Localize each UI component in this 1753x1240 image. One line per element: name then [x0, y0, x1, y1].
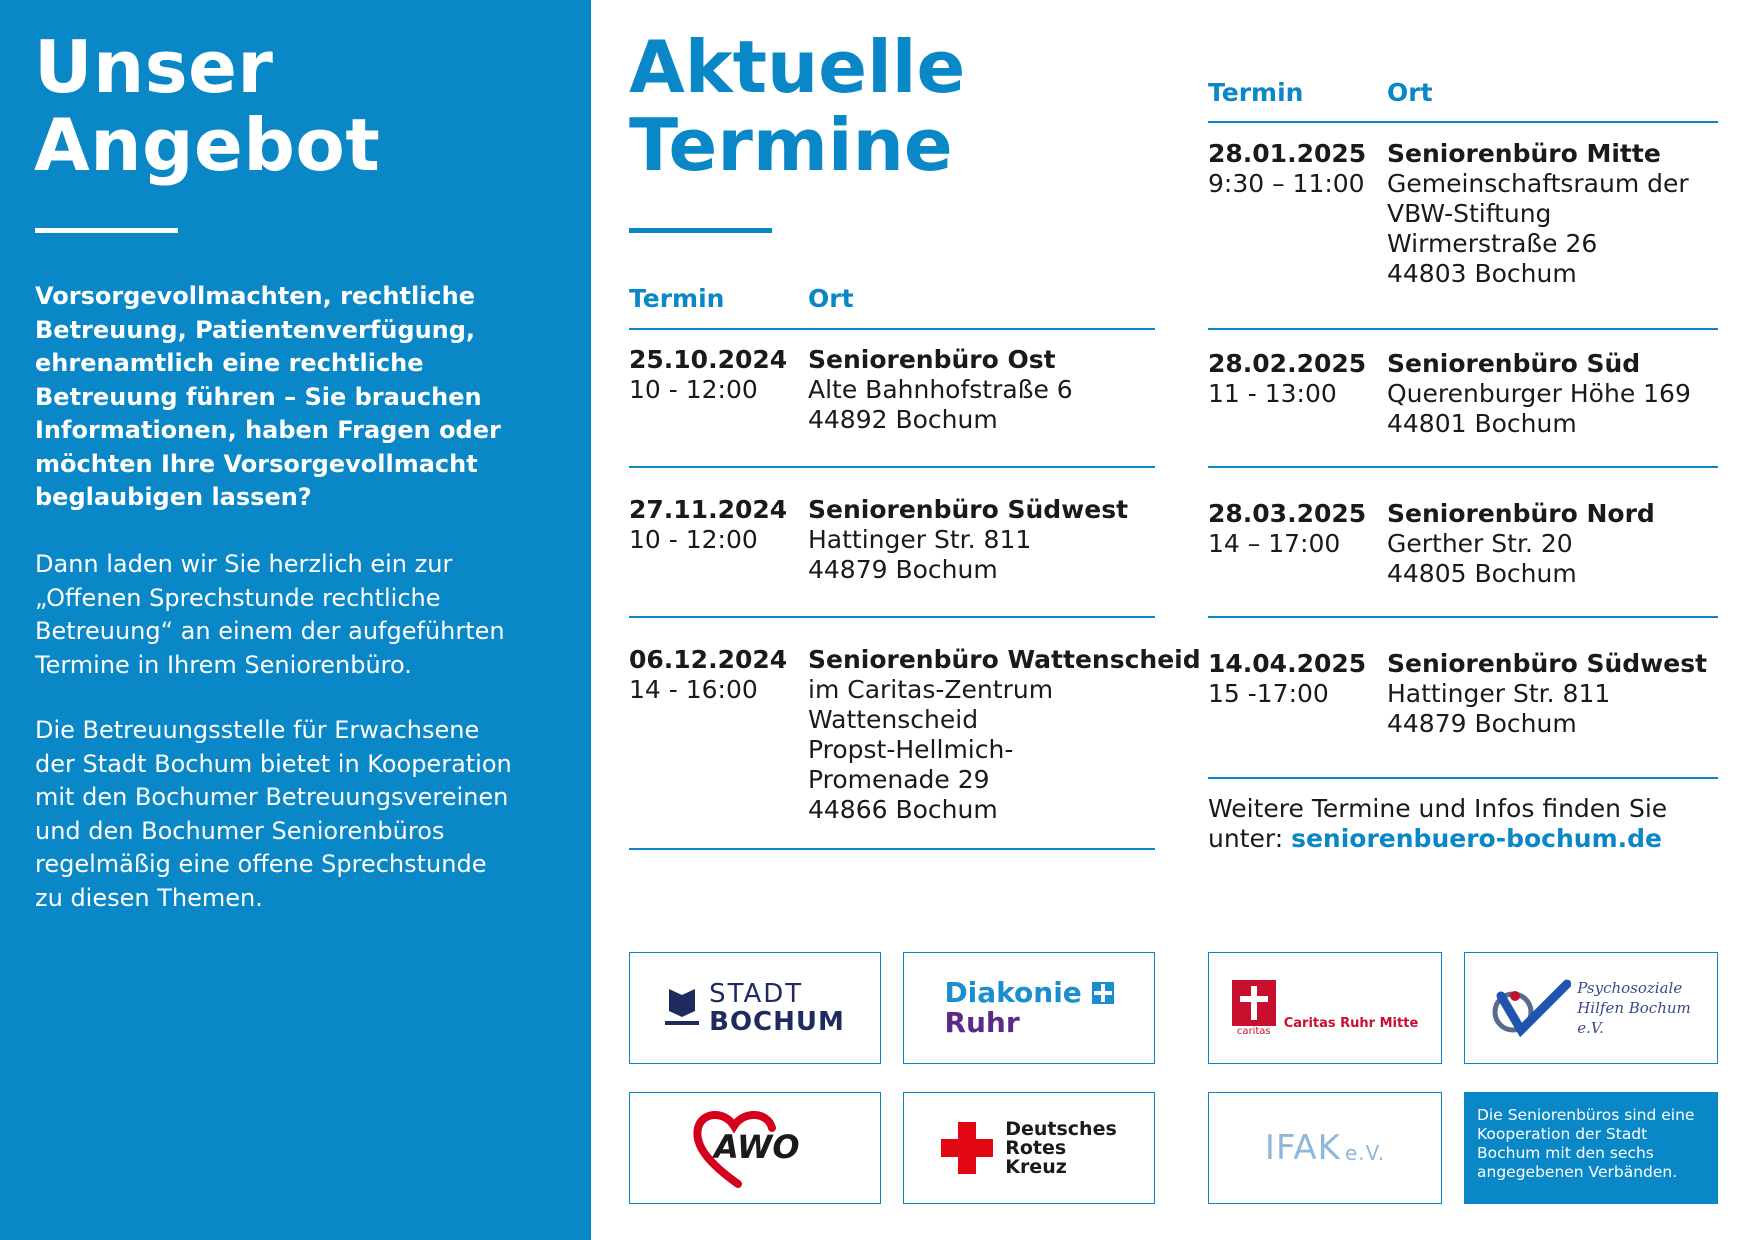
- event-address-line: Gemeinschaftsraum der: [1387, 169, 1689, 198]
- stadt-line2: BOCHUM: [709, 1007, 845, 1037]
- event-row: [629, 645, 787, 705]
- caritas-flame-cross-icon: [1232, 980, 1276, 1026]
- event-time: 10 - 12:00: [629, 525, 758, 554]
- event-place: Seniorenbüro Ost: [808, 345, 1056, 374]
- event-location: [1387, 499, 1655, 589]
- logo-stadt-bochum: [629, 952, 881, 1064]
- event-address-line: 44805 Bochum: [1387, 559, 1577, 588]
- col2-header-ort: Ort: [1387, 78, 1433, 107]
- event-location: [808, 495, 1128, 585]
- col1-header-termin: Termin: [629, 284, 725, 313]
- event-address-line: Hattinger Str. 811: [1387, 679, 1611, 708]
- page-title-line2: Termine: [629, 103, 953, 187]
- event-date: 14.04.2025: [1208, 649, 1367, 678]
- psychosoziale-check-icon: [1491, 978, 1571, 1038]
- event-address-line: Propst-Hellmich-: [808, 735, 1014, 764]
- diakonie-cross-icon: [1092, 982, 1114, 1004]
- event-address-line: 44803 Bochum: [1387, 259, 1577, 288]
- left-title: [34, 25, 381, 187]
- awo-text: AWO: [714, 1128, 800, 1166]
- event-place: Seniorenbüro Südwest: [808, 495, 1129, 524]
- col2-header-termin: Termin: [1208, 78, 1304, 107]
- psychosoziale-text: [1577, 978, 1691, 1038]
- event-time: 11 - 13:00: [1208, 379, 1337, 408]
- drk-line1: Deutsches: [1005, 1117, 1117, 1140]
- row-divider: [1208, 328, 1718, 330]
- event-row: [1208, 499, 1366, 559]
- event-place: Seniorenbüro Mitte: [1387, 139, 1661, 168]
- event-place: Seniorenbüro Wattenscheid: [808, 645, 1201, 674]
- caritas-mark: [1232, 980, 1276, 1037]
- col1-header-rule: [629, 328, 1155, 330]
- event-address-line: Alte Bahnhofstraße 6: [808, 375, 1073, 404]
- event-address-line: im Caritas-Zentrum: [808, 675, 1054, 704]
- event-date: 25.10.2024: [629, 345, 788, 374]
- event-place: Seniorenbüro Süd: [1387, 349, 1641, 378]
- title-divider: [629, 228, 772, 233]
- awo-mark: [690, 1108, 820, 1188]
- drk-line3: Kreuz: [1005, 1155, 1067, 1178]
- event-time: 15 -17:00: [1208, 679, 1329, 708]
- event-address-line: 44879 Bochum: [1387, 709, 1577, 738]
- event-row: [629, 345, 787, 405]
- page-title: [629, 25, 966, 187]
- event-date: 28.03.2025: [1208, 499, 1367, 528]
- intro-paragraph-3: Die Betreuungsstelle für Erwachsene der Stadt Bochum bietet in Kooperation mit den Bochumer Betreuungsvereinen und den Bochumer Seniorenbüros regelmäßig eine offene Sprechstunde zu diesen Themen.: [35, 716, 512, 912]
- diakonie-line2: Ruhr: [944, 1006, 1020, 1039]
- event-row: [1208, 139, 1366, 199]
- row-divider: [1208, 777, 1718, 779]
- event-time: 14 - 16:00: [629, 675, 758, 704]
- red-cross-icon: [941, 1122, 993, 1174]
- stadt-line1: STADT: [709, 979, 804, 1009]
- left-title-line2: Angebot: [34, 103, 381, 187]
- event-address-line: 44879 Bochum: [808, 555, 998, 584]
- left-divider: [35, 228, 178, 233]
- event-row: [1208, 649, 1366, 709]
- event-location: [1387, 139, 1689, 289]
- stadt-bochum-text: [709, 980, 845, 1036]
- event-time: 10 - 12:00: [629, 375, 758, 404]
- left-panel: [0, 0, 591, 1240]
- event-date: 28.01.2025: [1208, 139, 1367, 168]
- event-address-line: Hattinger Str. 811: [808, 525, 1032, 554]
- row-divider: [1208, 466, 1718, 468]
- event-date: 27.11.2024: [629, 495, 788, 524]
- logo-awo: [629, 1092, 881, 1204]
- event-address-line: Wirmerstraße 26: [1387, 229, 1598, 258]
- logo-caritas: [1208, 952, 1442, 1064]
- event-time: 9:30 – 11:00: [1208, 169, 1365, 198]
- event-time: 14 – 17:00: [1208, 529, 1341, 558]
- drk-text: [1005, 1117, 1117, 1178]
- left-title-line1: Unser: [34, 25, 274, 109]
- diakonie-text: [944, 978, 1113, 1038]
- diakonie-line1: Diakonie: [944, 976, 1082, 1009]
- more-info-text: Weitere Termine und Infos finden Sie unter:: [1208, 794, 1668, 853]
- event-date: 06.12.2024: [629, 645, 788, 674]
- event-date: 28.02.2025: [1208, 349, 1367, 378]
- event-place: Seniorenbüro Südwest: [1387, 649, 1708, 678]
- row-divider: [1208, 616, 1718, 618]
- stadt-bochum-icon: [665, 987, 699, 1029]
- event-address-line: 44801 Bochum: [1387, 409, 1577, 438]
- event-location: [1387, 649, 1707, 739]
- event-address-line: Querenburger Höhe 169: [1387, 379, 1691, 408]
- row-divider: [629, 466, 1155, 468]
- intro-paragraph-2: Dann laden wir Sie herzlich ein zur „Offenen Sprechstunde rechtliche Betreuung“ an einem der aufgeführten Termine in Ihrem Seniorenbüro.: [35, 550, 505, 679]
- logo-diakonie-ruhr: [903, 952, 1155, 1064]
- ifak-ev: e.V.: [1344, 1141, 1386, 1165]
- ifak-text: IFAK: [1264, 1128, 1341, 1168]
- website-link[interactable]: seniorenbuero-bochum.de: [1291, 824, 1662, 853]
- row-divider: [629, 848, 1155, 850]
- event-place: Seniorenbüro Nord: [1387, 499, 1655, 528]
- event-address-line: Wattenscheid: [808, 705, 979, 734]
- caritas-small-label: caritas: [1236, 1025, 1271, 1037]
- col1-header-ort: Ort: [808, 284, 854, 313]
- page-title-line1: Aktuelle: [629, 25, 966, 109]
- drk-line2: Rotes: [1005, 1136, 1067, 1159]
- row-divider: [629, 616, 1155, 618]
- event-location: [808, 645, 1201, 825]
- event-address-line: 44866 Bochum: [808, 795, 998, 824]
- event-row: [1208, 349, 1366, 409]
- caritas-label: Caritas Ruhr Mitte: [1283, 1015, 1419, 1031]
- event-row: [629, 495, 787, 555]
- logo-psychosoziale-hilfen: [1464, 952, 1718, 1064]
- psycho-line3: e.V.: [1577, 1019, 1604, 1037]
- event-location: [808, 345, 1073, 435]
- event-address-line: 44892 Bochum: [808, 405, 998, 434]
- more-info: [1208, 794, 1708, 854]
- psycho-line1: Psychosoziale: [1577, 979, 1683, 997]
- intro-bold-text: Vorsorgevollmachten, rechtliche Betreuung, Patientenverfügung, ehrenamtlich eine rechtliche Betreuung führen – Sie brauchen Informationen, haben Fragen oder möchten Ihre Vorsorgevollmacht beglaubigen lassen?: [35, 282, 501, 511]
- event-location: [1387, 349, 1691, 439]
- col2-header-rule: [1208, 121, 1718, 123]
- cooperation-note: Die Seniorenbüros sind eine Kooperation der Stadt Bochum mit den sechs angegebenen Verbänden.: [1464, 1092, 1718, 1204]
- logo-drk: [903, 1092, 1155, 1204]
- psycho-line2: Hilfen Bochum: [1577, 999, 1691, 1017]
- logo-ifak: [1208, 1092, 1442, 1204]
- event-address-line: VBW-Stiftung: [1387, 199, 1552, 228]
- event-address-line: Promenade 29: [808, 765, 990, 794]
- event-address-line: Gerther Str. 20: [1387, 529, 1573, 558]
